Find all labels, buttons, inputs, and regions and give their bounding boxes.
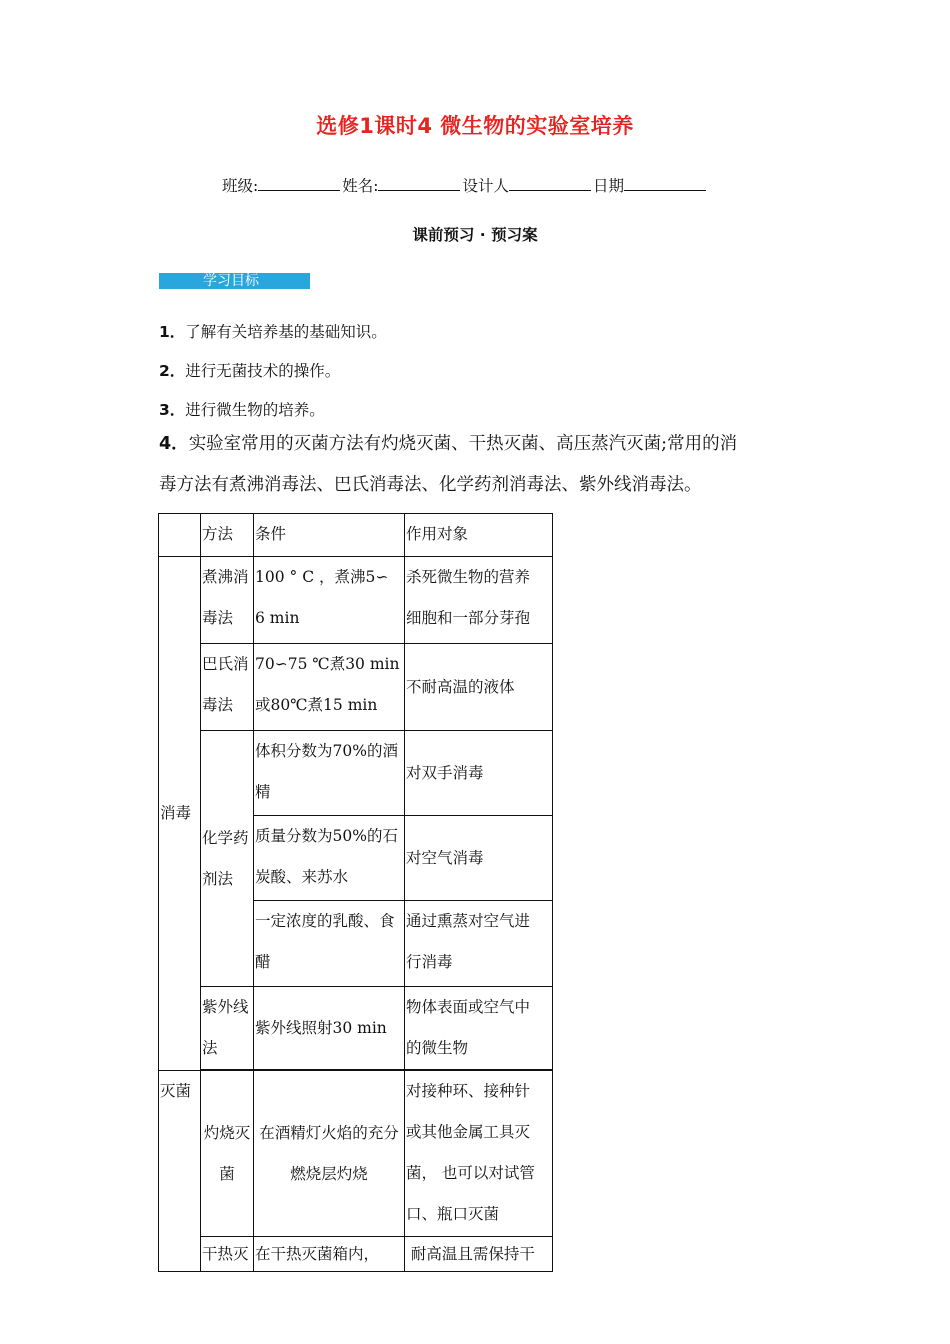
goal-item-3 <box>159 398 325 420</box>
method-cell: 干热灭 <box>201 1237 254 1272</box>
goal-text-continued: 毒方法有煮沸消毒法、巴氏消毒法、化学药剂消毒法、紫外线消毒法。 <box>159 475 702 495</box>
date-blank[interactable] <box>624 176 706 191</box>
section-heading: 课前预习 · 预习案 <box>412 226 538 244</box>
goal-text: 进行无菌技术的操作。 <box>185 362 341 380</box>
goal-text: 了解有关培养基的基础知识。 <box>185 323 387 341</box>
target-cell: 通过熏蒸对空气进 行消毒 <box>405 901 553 987</box>
target-cell: 对空气消毒 <box>405 816 553 901</box>
table-row <box>159 1071 553 1237</box>
goal-number: 3． <box>159 401 186 419</box>
method-cell: 灼烧灭 菌 <box>201 1071 254 1237</box>
goal-text: 实验室常用的灭菌方法有灼烧灭菌、干热灭菌、高压蒸汽灭菌;常用的消 <box>188 434 738 454</box>
table-row <box>159 731 553 816</box>
table-header-row <box>159 514 553 557</box>
condition-cell: 体积分数为70%的酒 精 <box>254 731 405 816</box>
condition-cell: 一定浓度的乳酸、食 醋 <box>254 901 405 987</box>
goal-number: 4． <box>159 434 189 454</box>
goal-item-2 <box>159 359 340 381</box>
designer-label: 设计人 <box>462 177 509 195</box>
condition-cell: 质量分数为50%的石 炭酸、来苏水 <box>254 816 405 901</box>
date-label: 日期 <box>592 177 624 195</box>
table-row <box>159 1237 553 1272</box>
table-row <box>159 987 553 1070</box>
student-info-line <box>222 174 706 196</box>
name-blank[interactable] <box>378 176 460 191</box>
method-cell: 紫外线 法 <box>201 987 254 1070</box>
category-sterilize: 灭菌 <box>159 1071 201 1272</box>
goal-number: 1． <box>159 323 186 341</box>
goal-number: 2． <box>159 362 186 380</box>
target-cell: 耐高温且需保持干 <box>405 1237 553 1272</box>
designer-blank[interactable] <box>509 176 591 191</box>
header-cell: 条件 <box>254 514 405 557</box>
condition-cell: 100 ° C ，煮沸5∽ 6 min <box>254 557 405 644</box>
target-cell: 对双手消毒 <box>405 731 553 816</box>
class-label: 班级: <box>222 177 259 195</box>
goal-item-4 <box>159 424 799 506</box>
header-cell: 作用对象 <box>405 514 553 557</box>
category-disinfect: 消毒 <box>159 557 201 1071</box>
target-cell: 物体表面或空气中 的微生物 <box>405 987 553 1070</box>
goal-item-1 <box>159 320 387 342</box>
table-row <box>159 644 553 731</box>
name-label: 姓名: <box>342 177 379 195</box>
method-cell: 巴氏消 毒法 <box>201 644 254 731</box>
condition-cell: 70∽75 ℃煮30 min 或80℃煮15 min <box>254 644 405 731</box>
goal-text: 进行微生物的培养。 <box>185 401 325 419</box>
sterilization-methods-table <box>158 513 553 1272</box>
method-cell: 煮沸消 毒法 <box>201 557 254 644</box>
target-cell: 对接种环、接种针 或其他金属工具灭 菌， 也可以对试管 口、瓶口灭菌 <box>405 1071 553 1237</box>
header-cell: 方法 <box>201 514 254 557</box>
condition-cell: 在酒精灯火焰的充分 燃烧层灼烧 <box>254 1071 405 1237</box>
condition-cell: 在干热灭菌箱内， <box>254 1237 405 1272</box>
learning-goals-label: 学习目标 <box>159 273 310 289</box>
page-title: 选修1课时4 微生物的实验室培养 <box>316 114 634 138</box>
target-cell: 杀死微生物的营养 细胞和一部分芽孢 <box>405 557 553 644</box>
target-cell: 不耐高温的液体 <box>405 644 553 731</box>
table-row <box>159 557 553 644</box>
header-cell <box>159 514 201 557</box>
class-blank[interactable] <box>258 176 340 191</box>
condition-cell: 紫外线照射30 min <box>254 987 405 1070</box>
method-cell: 化学药 剂法 <box>201 731 254 987</box>
